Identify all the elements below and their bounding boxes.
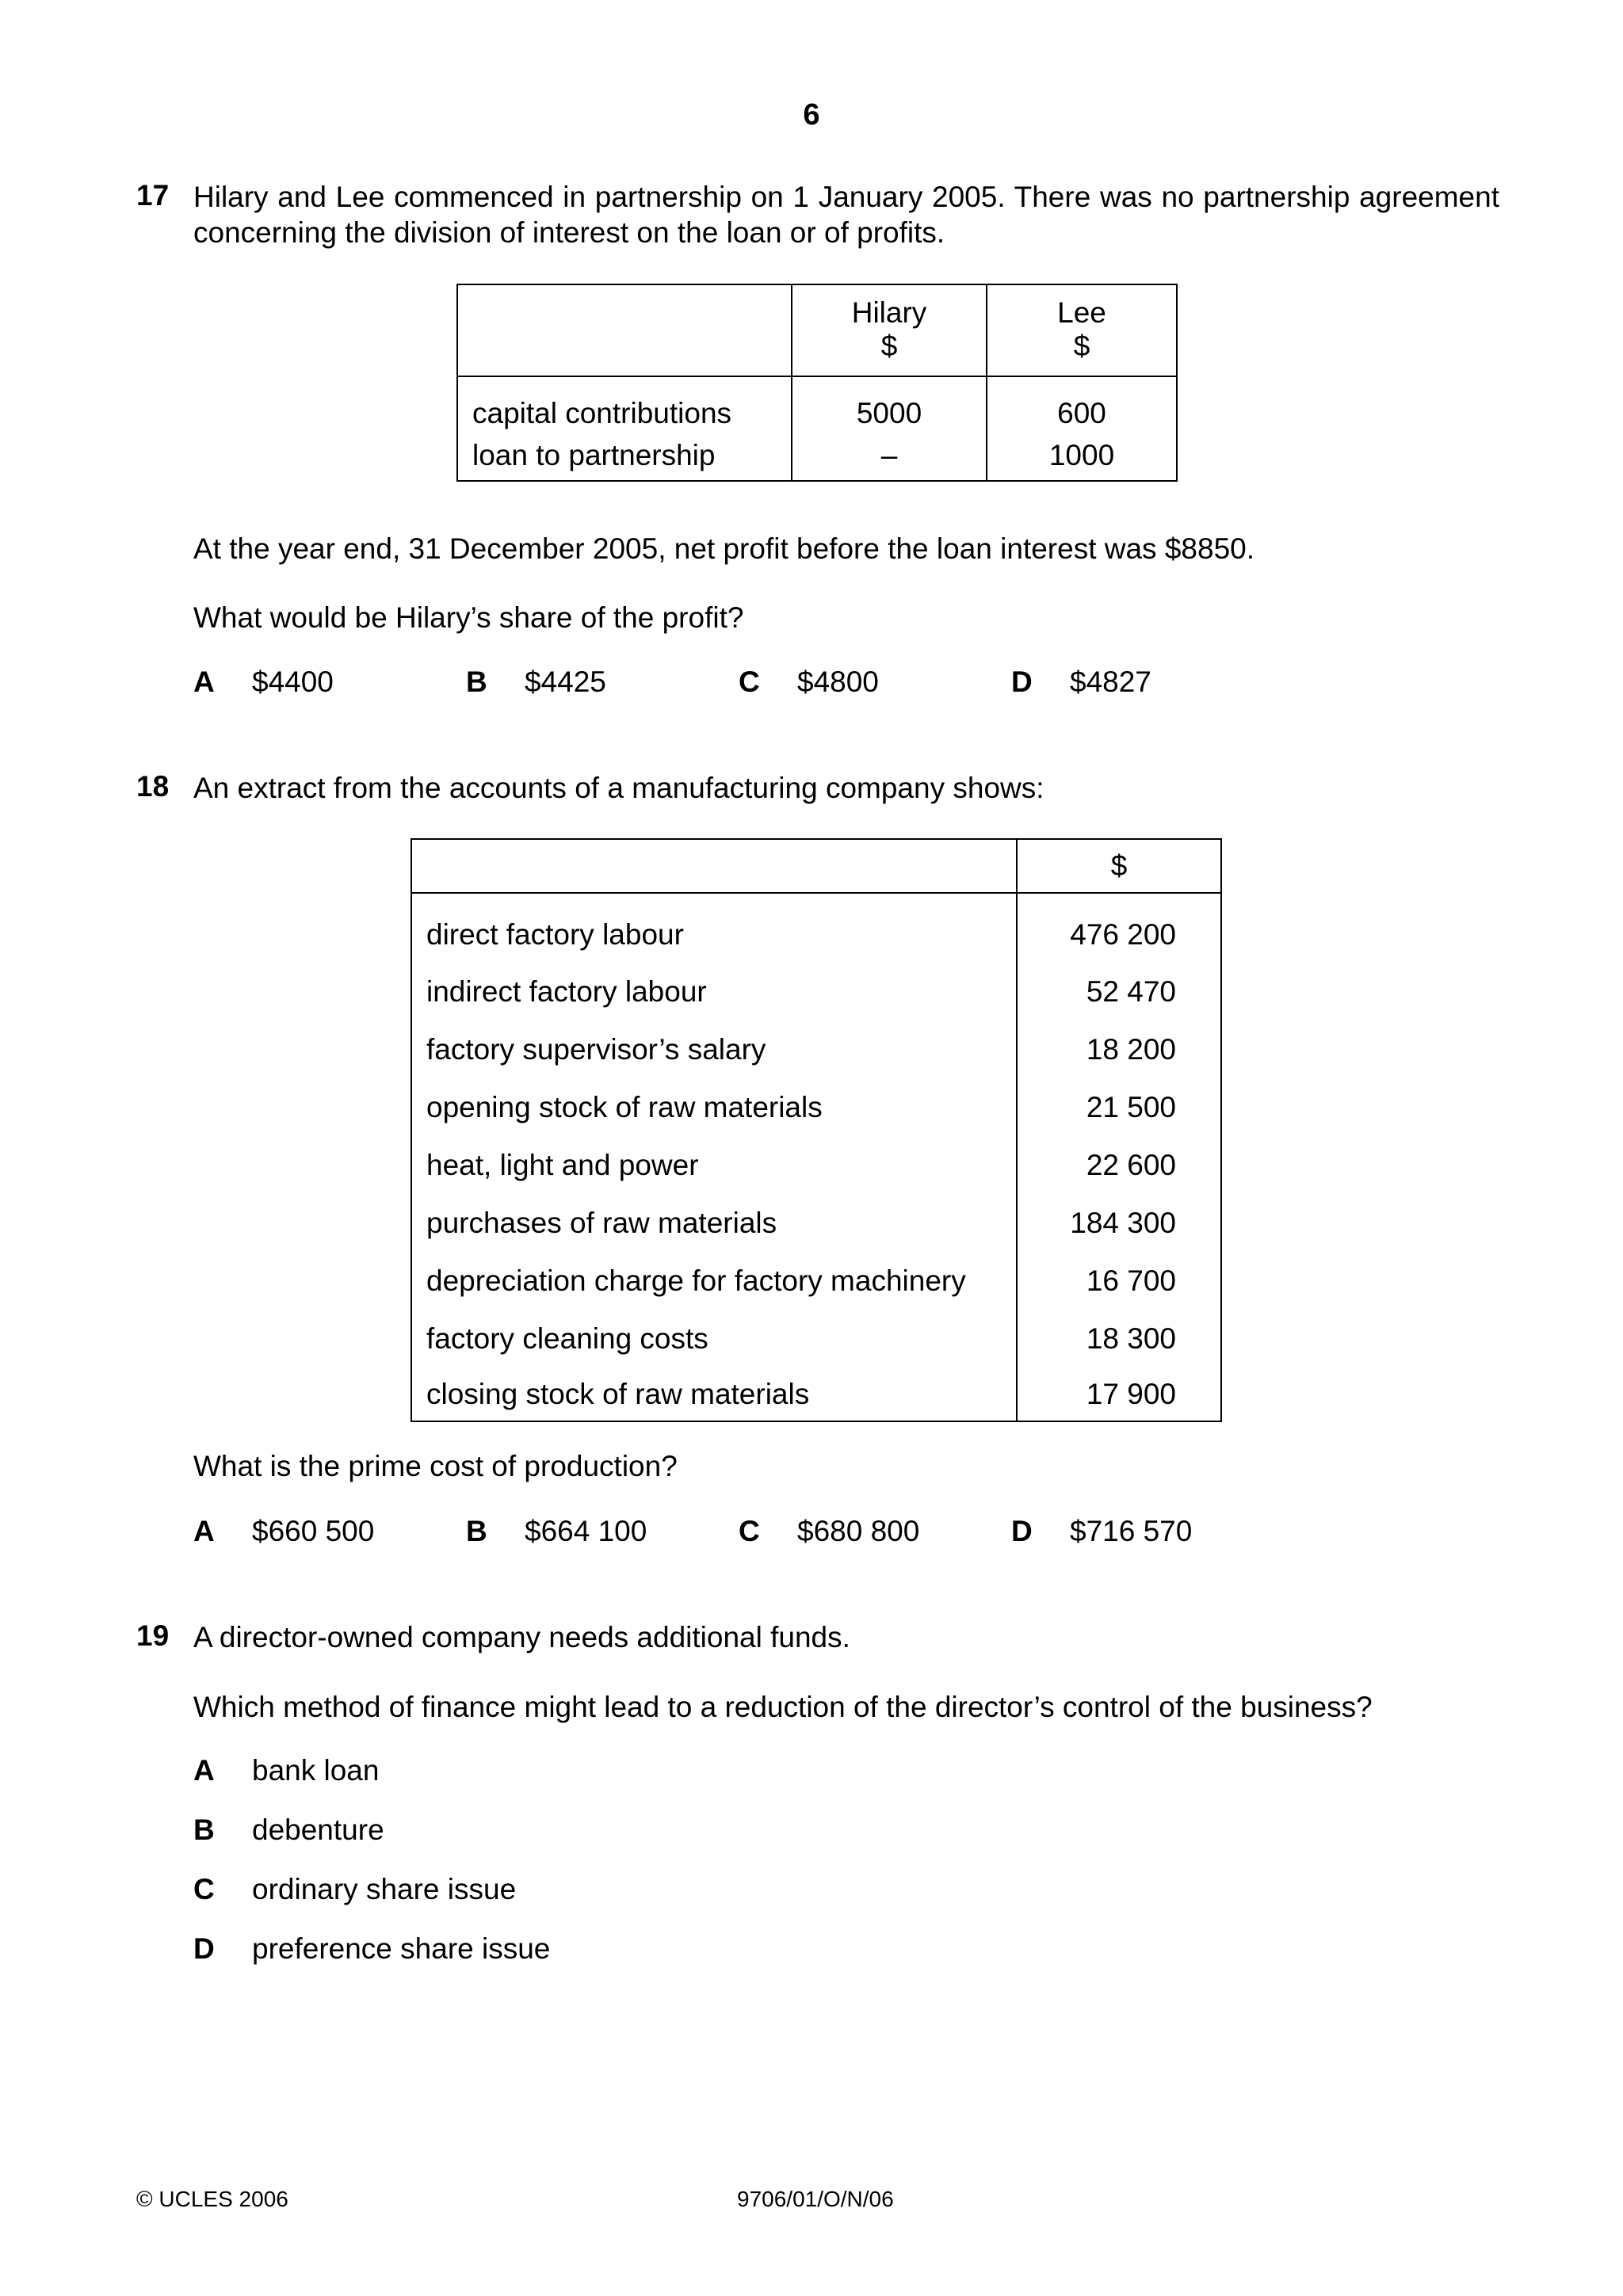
row-label: capital contributions [472, 397, 732, 429]
option-c-text: $4800 [797, 666, 879, 698]
row-label: closing stock of raw materials [426, 1377, 810, 1410]
option-a: A [193, 666, 215, 698]
option-a-text: $4400 [252, 666, 334, 698]
option-c: C [193, 1873, 215, 1905]
page-number: 6 [803, 98, 820, 132]
row-label: heat, light and power [426, 1148, 699, 1181]
hilary-unit: $ [880, 330, 898, 362]
unit-header: $ [1017, 839, 1221, 893]
question-19-number: 19 [136, 1619, 170, 1652]
lee-value: 600 [987, 376, 1177, 430]
option-c: C [739, 1515, 760, 1547]
row-value: 16 700 [1017, 1252, 1221, 1310]
row-label: depreciation charge for factory machinery [426, 1264, 966, 1297]
question-18-number: 18 [136, 770, 170, 803]
option-d: D [1011, 666, 1033, 698]
question-17-number: 17 [136, 179, 170, 212]
row-value: 22 600 [1017, 1136, 1221, 1194]
footer-code: 9706/01/O/N/06 [737, 2187, 894, 2211]
option-b: B [193, 1814, 215, 1846]
footer-copyright: © UCLES 2006 [136, 2187, 288, 2211]
hilary-header: Hilary [851, 296, 927, 329]
question-19-text: A director-owned company needs additional funds. [193, 1621, 850, 1653]
row-value: 21 500 [1017, 1078, 1221, 1136]
lee-unit: $ [1073, 330, 1090, 362]
lee-header: Lee [1057, 296, 1106, 329]
option-a-text: $660 500 [252, 1515, 375, 1547]
row-label: direct factory labour [426, 918, 684, 951]
row-label: loan to partnership [472, 438, 716, 471]
question-17-statement: At the year end, 31 December 2005, net profit before the loan interest was $8850. [193, 532, 1255, 565]
option-c-text: $680 800 [797, 1515, 920, 1547]
row-value: 17 900 [1017, 1367, 1221, 1421]
option-a: A [193, 1515, 215, 1547]
row-value: 18 300 [1017, 1310, 1221, 1367]
accounts-table [411, 838, 1222, 1422]
row-label: purchases of raw materials [426, 1206, 777, 1239]
question-17-question: What would be Hilary’s share of the profit? [193, 601, 744, 634]
option-b: B [466, 1515, 487, 1547]
row-value: 52 470 [1017, 963, 1221, 1020]
row-label: indirect factory labour [426, 974, 707, 1008]
row-label: opening stock of raw materials [426, 1090, 823, 1123]
option-d: D [1011, 1515, 1033, 1547]
option-b-text: $664 100 [525, 1515, 647, 1547]
option-c-text: ordinary share issue [252, 1873, 517, 1905]
row-value: 476 200 [1017, 893, 1221, 963]
row-value: 184 300 [1017, 1194, 1221, 1252]
option-a: A [193, 1754, 215, 1787]
partnership-table [456, 284, 1178, 482]
option-b-text: $4425 [525, 666, 606, 698]
question-19-question: Which method of finance might lead to a reduction of the director’s control of the business? [193, 1691, 1373, 1723]
option-a-text: bank loan [252, 1754, 380, 1787]
option-d-text: $716 570 [1070, 1515, 1193, 1547]
option-d-text: $4827 [1070, 666, 1151, 698]
option-b-text: debenture [252, 1814, 384, 1846]
hilary-value: – [792, 430, 987, 481]
option-d: D [193, 1932, 215, 1965]
option-b: B [466, 666, 487, 698]
option-d-text: preference share issue [252, 1932, 551, 1965]
row-value: 18 200 [1017, 1020, 1221, 1078]
row-label: factory supervisor’s salary [426, 1032, 766, 1066]
question-18-question: What is the prime cost of production? [193, 1450, 678, 1482]
question-18-text: An extract from the accounts of a manufacturing company shows: [193, 772, 1044, 804]
row-label: factory cleaning costs [426, 1322, 708, 1355]
hilary-value: 5000 [792, 376, 987, 430]
option-c: C [739, 666, 760, 698]
lee-value: 1000 [987, 430, 1177, 481]
question-17-text: Hilary and Lee commenced in partnership on 1 January 2005. There was no partnership agreement concerning the division of interest on the loan or of profits. [193, 181, 1499, 249]
